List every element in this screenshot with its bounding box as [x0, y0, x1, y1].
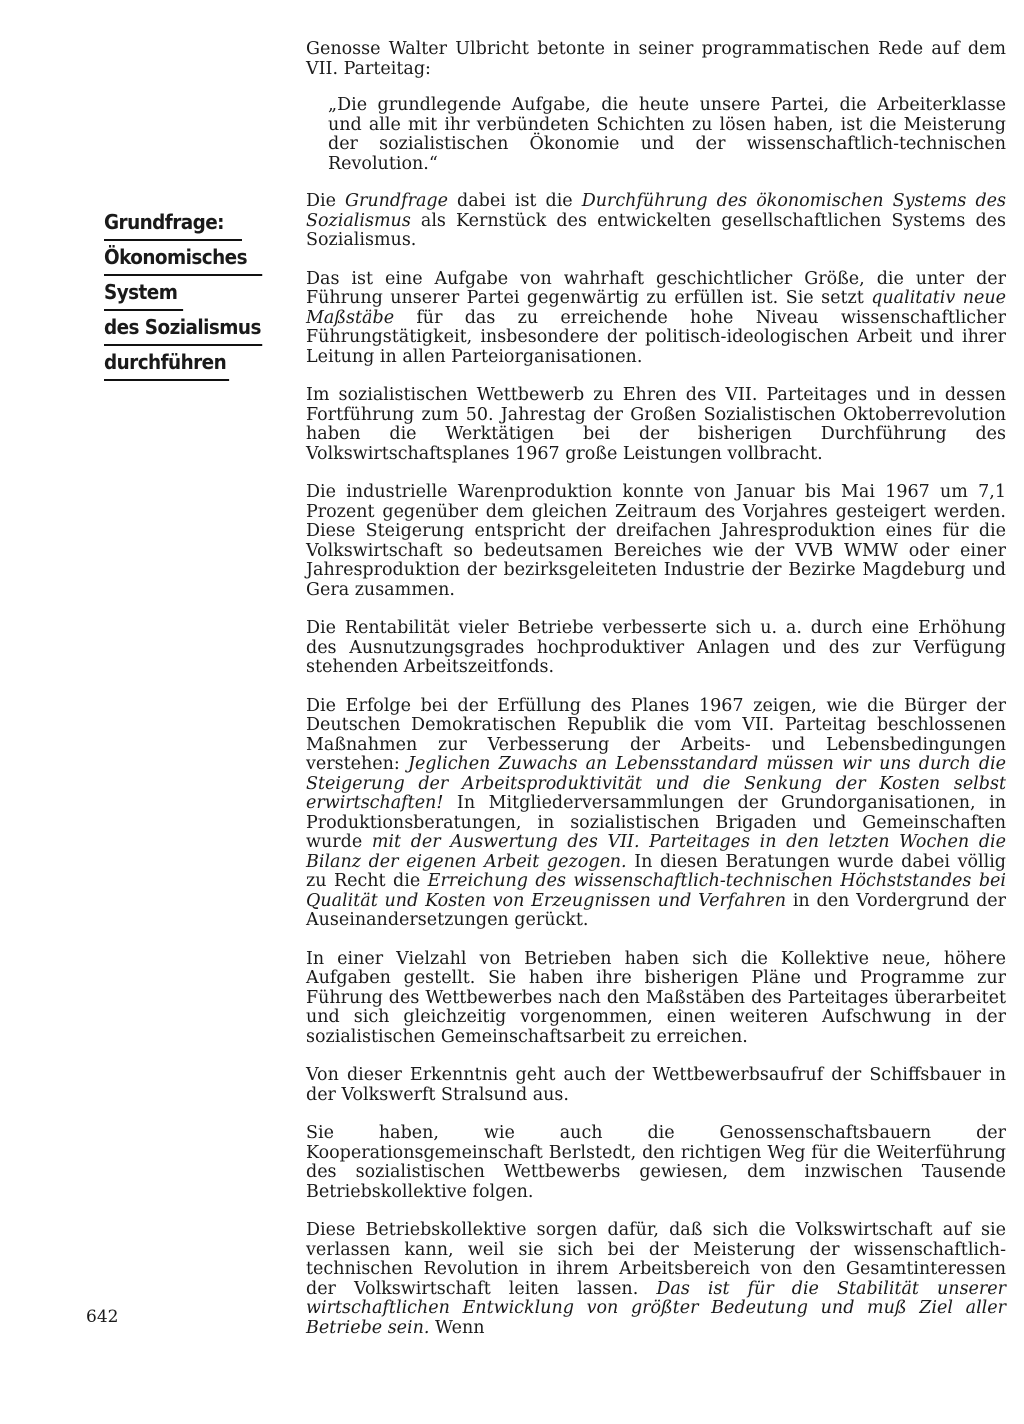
paragraph-grundfrage: Die Grundfrage dabei ist die Durchführung des ökonomischen Systems des Sozialismus als Kernstück des entwickelten gesellschaftlichen Systems des Sozialismus.	[306, 191, 1006, 250]
paragraph-stralsund: Von dieser Erkenntnis geht auch der Wettbewerbsaufruf der Schiffsbauer in der Volkswerft Stralsund aus.	[306, 1065, 1006, 1105]
paragraph-warenproduktion: Die industrielle Warenproduktion konnte von Januar bis Mai 1967 um 7,1 Prozent gegenüber dem gleichen Zeitraum des Vorjahres gesteigert werden. Diese Steigerung entspricht der dreifachen Jahresproduktion eines für die Volkswirtschaft so bedeutsamen Bereiches wie der VVB WMW oder einer Jahresproduktion der bezirksgeleiteten Industrie der Bezirke Magdeburg und Gera zusammen.	[306, 482, 1006, 600]
paragraph-betriebskollektive: Diese Betriebskollektive sorgen dafür, daß sich die Volkswirtschaft auf sie verlassen kann, weil sie sich bei der Meisterung der wissenschaftlich-technischen Revolution in ihrem Arbeitsbereich von den Gesamtinteressen der Volkswirtschaft leiten lassen. Das ist für die Stabilität unserer wirtschaftlichen Entwicklung von größter Bedeutung und muß Ziel aller Betriebe sein. Wenn	[306, 1220, 1006, 1338]
paragraph-aufgabe: Das ist eine Aufgabe von wahrhaft geschichtlicher Größe, die unter der Führung unserer Partei gegenwärtig zu erfüllen ist. Sie setzt qualitativ neue Maßstäbe für das zu erreichende hohe Niveau wissenschaftlicher Führungstätigkeit, insbesondere der politisch-ideologischen Arbeit und ihrer Leitung in allen Parteiorganisationen.	[306, 268, 1006, 367]
paragraph-kollektive: In einer Vielzahl von Betrieben haben sich die Kollektive neue, höhere Aufgaben gestellt. Sie haben ihre bisherigen Pläne und Programme zur Führung des Wettbewerbes nach den Maßstäben des Parteitages überarbeitet und sich gleichzeitig vorgenommen, einen weiteren Aufschwung in der sozialistischen Gemeinschaftsarbeit zu erreichen.	[306, 948, 1006, 1047]
quote: „Die grundlegende Aufgabe, die heute unsere Partei, die Arbeiterklasse und alle mit ihr verbündeten Schichten zu lösen haben, ist die Meisterung der sozialistischen Ökonomie und der wissenschaftlich-technischen Revolution.“	[328, 95, 1006, 174]
sidebar-heading-line: durchführen	[104, 346, 229, 381]
paragraph-wettbewerb: Im sozialistischen Wettbewerb zu Ehren des VII. Parteitages und in dessen Fortführung zum 50. Jahrestag der Großen Sozialistischen Oktoberrevolution haben die Werktätigen bei der bisherigen Durchführung des Volkswirtschaftsplanes 1967 große Leistungen vollbracht.	[306, 385, 1006, 464]
sidebar-heading-line: des Sozialismus	[104, 311, 262, 346]
sidebar-heading-line: Ökonomisches	[104, 241, 262, 276]
body-text	[306, 40, 1006, 1357]
paragraph-berlstedt: Sie haben, wie auch die Genossenschaftsbauern der Kooperationsgemeinschaft Berlstedt, den richtigen Weg für die Weiterführung des sozialistischen Wettbewerbs gewiesen, dem inzwischen Tausende Betriebskollektive folgen.	[306, 1123, 1006, 1202]
paragraph-erfolge: Die Erfolge bei der Erfüllung des Planes 1967 zeigen, wie die Bürger der Deutschen Demokratischen Republik die vom VII. Parteitag beschlossenen Maßnahmen zur Verbesserung der Arbeits- und Lebensbedingungen verstehen: Jeglichen Zuwachs an Lebensstandard müssen wir uns durch die Steigerung der Arbeitsproduktivität und die Senkung der Kosten selbst erwirtschaften! In Mitgliederversammlungen der Grundorganisationen, in Produktionsberatungen, in sozialistischen Brigaden und Gemeinschaften wurde mit der Auswertung des VII. Parteitages in den letzten Wochen die Bilanz der eigenen Arbeit gezogen. In diesen Beratungen wurde dabei völlig zu Recht die Erreichung des wissenschaftlich-technischen Höchststandes bei Qualität und Kosten von Erzeugnissen und Verfahren in den Vordergrund der Auseinandersetzungen gerückt.	[306, 695, 1007, 930]
sidebar-heading	[104, 206, 262, 381]
paragraph-rentabilitaet: Die Rentabilität vieler Betriebe verbesserte sich u. a. durch eine Erhöhung des Ausnutzungsgrades hochproduktiver Anlagen und des zur Verfügung stehenden Arbeitszeitfonds.	[306, 618, 1006, 677]
sidebar-heading-line: System	[104, 276, 183, 311]
page-number: 642	[86, 1307, 119, 1327]
sidebar-heading-line: Grundfrage:	[104, 206, 242, 241]
paragraph-intro: Genosse Walter Ulbricht betonte in seiner programmatischen Rede auf dem VII. Parteitag:	[306, 39, 1006, 79]
